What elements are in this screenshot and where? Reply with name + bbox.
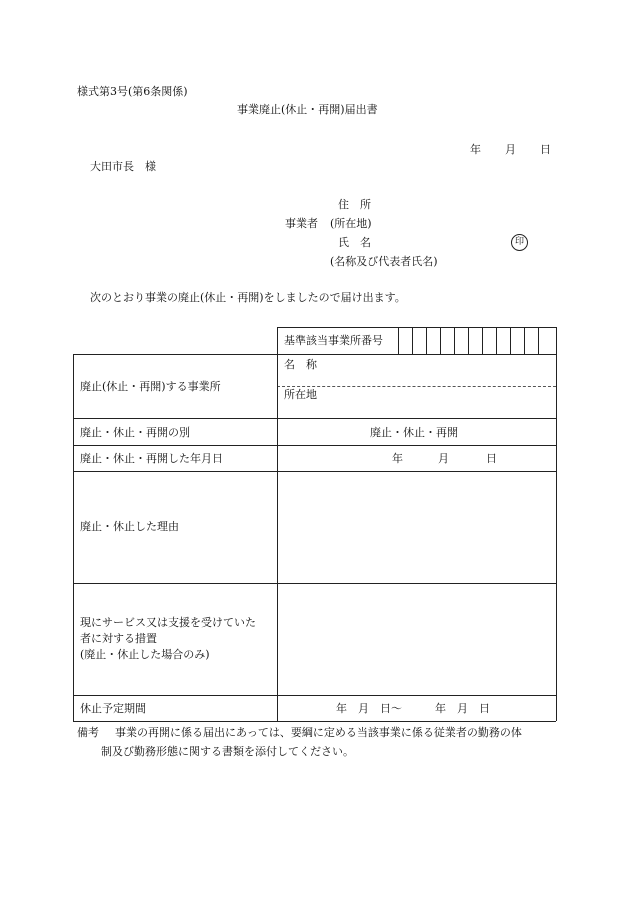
seal-mark: 印 [511,234,528,251]
digit-box [538,327,552,355]
date-row-day: 日 [486,452,497,465]
note-line2: 制及び勤務形態に関する書類を添付してください。 [101,745,354,758]
digit-box [496,327,510,355]
digit-box [524,327,538,355]
suspension-label: 休止予定期間 [80,702,146,715]
measures-label-line3: (廃止・休止した場合のみ) [80,648,210,661]
date-row-month: 月 [438,452,449,465]
suspension-value: 年 月 日〜 年 月 日 [336,702,490,715]
date-row-year: 年 [392,452,403,465]
digit-box [482,327,496,355]
digit-box [412,327,426,355]
date-day: 日 [540,143,551,156]
business-label: 事業者 [285,217,318,230]
digit-box [454,327,468,355]
form-number: 様式第3号(第6条関係) [77,85,188,98]
date-year: 年 [470,143,481,156]
measures-label-line1: 現にサービス又は支援を受けていた [80,616,256,629]
intro-text: 次のとおり事業の廃止(休止・再開)をしましたので届け出ます。 [90,291,406,304]
office-location-label: 所在地 [284,388,317,401]
location-label: (所在地) [330,217,372,230]
reason-label: 廃止・休止した理由 [80,520,179,533]
office-number-label: 基準該当事業所番号 [284,334,383,347]
date-row-label: 廃止・休止・再開した年月日 [80,452,223,465]
category-label: 廃止・休止・再開の別 [80,426,190,439]
address-label: 住 所 [338,198,371,211]
digit-box [426,327,440,355]
office-name-label: 名 称 [284,358,317,371]
note-label: 備考 [77,726,99,739]
measures-label-line2: 者に対する措置 [80,632,157,645]
digit-box [468,327,482,355]
note-line1: 事業の再開に係る届出にあっては、要綱に定める当該事業に係る従業者の勤務の体 [115,726,522,739]
form-title: 事業廃止(休止・再開)届出書 [237,103,378,116]
date-month: 月 [505,143,516,156]
addressee: 大田市長 様 [90,160,156,173]
category-value: 廃止・休止・再開 [370,426,458,439]
name-label: 氏 名 [338,236,371,249]
name-note: (名称及び代表者氏名) [330,255,438,268]
digit-box [510,327,524,355]
digit-box [440,327,454,355]
business-office-label: 廃止(休止・再開)する事業所 [80,380,221,393]
